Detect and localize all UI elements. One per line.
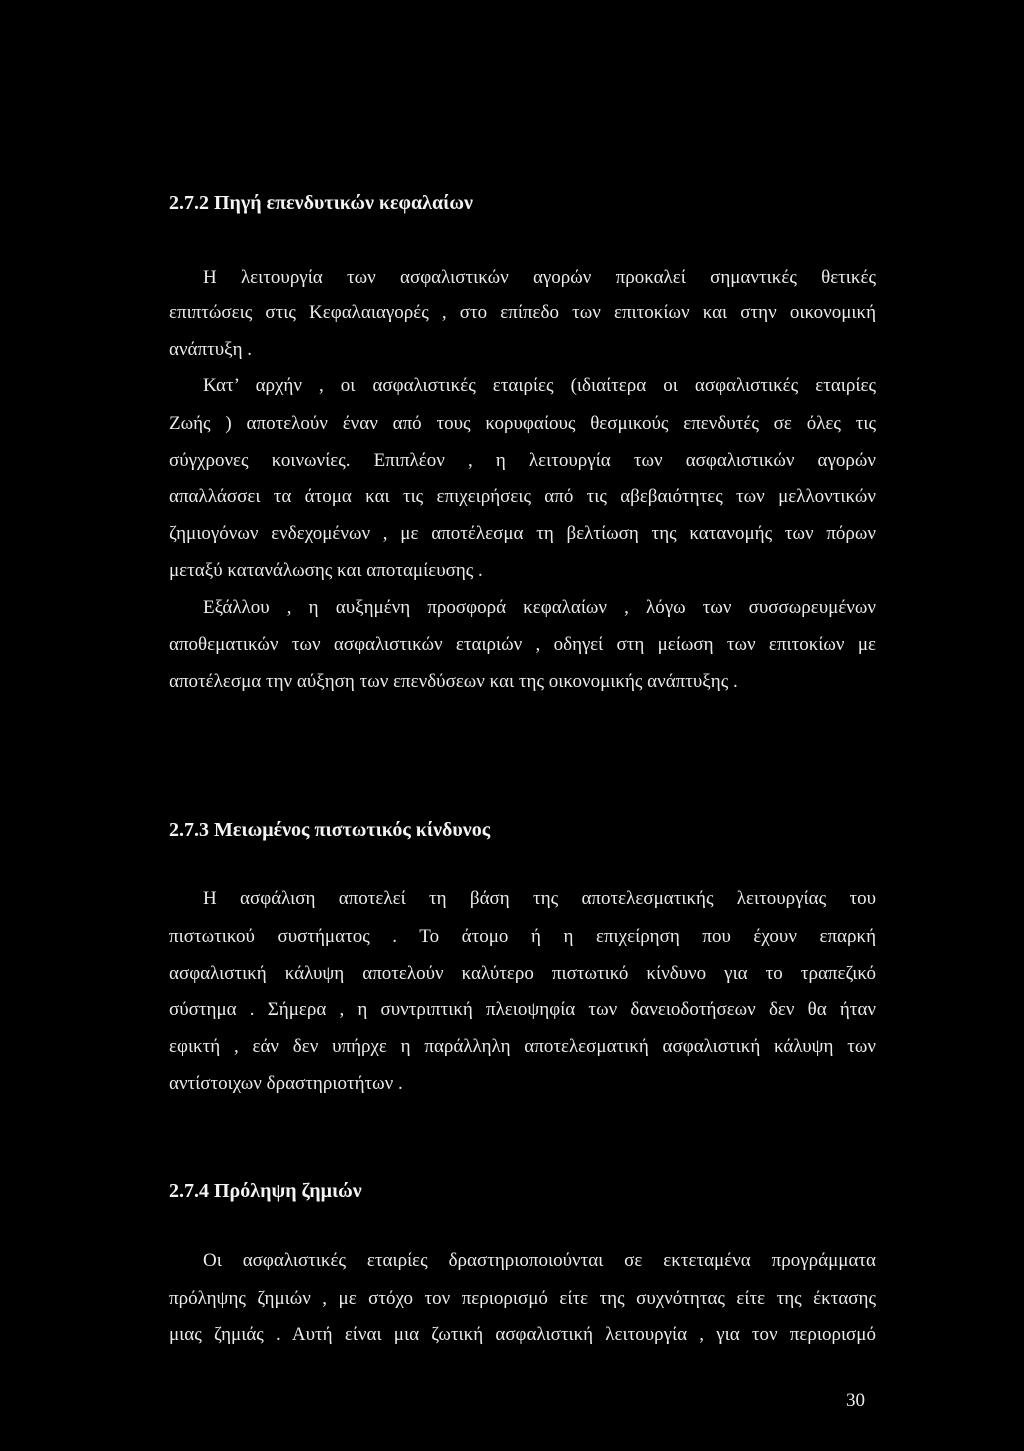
paragraph-line: πρόληψης ζημιών , με στόχο τον περιορισμό είτε της συχνότητας είτε της έκτασης [169, 1288, 876, 1309]
paragraph-line: ανάπτυξη . [169, 339, 253, 360]
paragraph-line: αντίστοιχων δραστηριοτήτων . [169, 1073, 403, 1094]
section-heading: 2.7.4 Πρόληψη ζημιών [169, 1180, 362, 1202]
paragraph-line: απαλλάσσει τα άτομα και τις επιχειρήσεις από τις αβεβαιότητες των μελλοντικών [169, 486, 876, 507]
paragraph-line: πιστωτικού συστήματος . Το άτομο ή η επιχείρηση που έχουν επαρκή [169, 926, 876, 947]
section-heading: 2.7.2 Πηγή επενδυτικών κεφαλαίων [169, 192, 473, 214]
paragraph-line: αποτέλεσμα την αύξηση των επενδύσεων και της οικονομικής ανάπτυξης . [169, 671, 738, 692]
paragraph-line: επιπτώσεις στις Κεφαλαιαγορές , στο επίπεδο των επιτοκίων και στην οικονομική [169, 302, 876, 323]
paragraph-line: σύστημα . Σήμερα , η συντριπτική πλειοψηφία των δανειοδοτήσεων δεν θα ήταν [169, 999, 876, 1020]
paragraph-line: Ζωής ) αποτελούν έναν από τους κορυφαίους θεσμικούς επενδυτές σε όλες τις [169, 413, 876, 434]
paragraph-line: μεταξύ κατανάλωσης και αποταμίευσης . [169, 560, 483, 581]
page-number: 30 [846, 1390, 865, 1411]
paragraph-line: σύγχρονες κοινωνίες. Επιπλέον , η λειτουργία των ασφαλιστικών αγορών [169, 450, 876, 471]
paragraph-line: Κατ’ αρχήν , οι ασφαλιστικές εταιρίες (ιδιαίτερα οι ασφαλιστικές εταιρίες [203, 375, 876, 396]
paragraph-line: αποθεματικών των ασφαλιστικών εταιριών , οδηγεί στη μείωση των επιτοκίων με [169, 634, 876, 655]
paragraph-line: Η ασφάλιση αποτελεί τη βάση της αποτελεσματικής λειτουργίας του [203, 888, 876, 909]
paragraph-line: Οι ασφαλιστικές εταιρίες δραστηριοποιούνται σε εκτεταμένα προγράμματα [203, 1250, 876, 1271]
section-heading: 2.7.3 Μειωμένος πιστωτικός κίνδυνος [169, 819, 491, 841]
paragraph-line: Εξάλλου , η αυξημένη προσφορά κεφαλαίων , λόγω των συσσωρευμένων [203, 597, 876, 618]
paragraph-line: ζημιογόνων ενδεχομένων , με αποτέλεσμα τη βελτίωση της κατανομής των πόρων [169, 523, 876, 544]
paragraph-line: μιας ζημιάς . Αυτή είναι μια ζωτική ασφαλιστική λειτουργία , για τον περιορισμό [169, 1324, 876, 1345]
paragraph-line: εφικτή , εάν δεν υπήρχε η παράλληλη αποτελεσματική ασφαλιστική κάλυψη των [169, 1036, 876, 1057]
paragraph-line: Η λειτουργία των ασφαλιστικών αγορών προκαλεί σημαντικές θετικές [203, 267, 876, 288]
paragraph-line: ασφαλιστική κάλυψη αποτελούν καλύτερο πιστωτικό κίνδυνο για το τραπεζικό [169, 963, 876, 984]
